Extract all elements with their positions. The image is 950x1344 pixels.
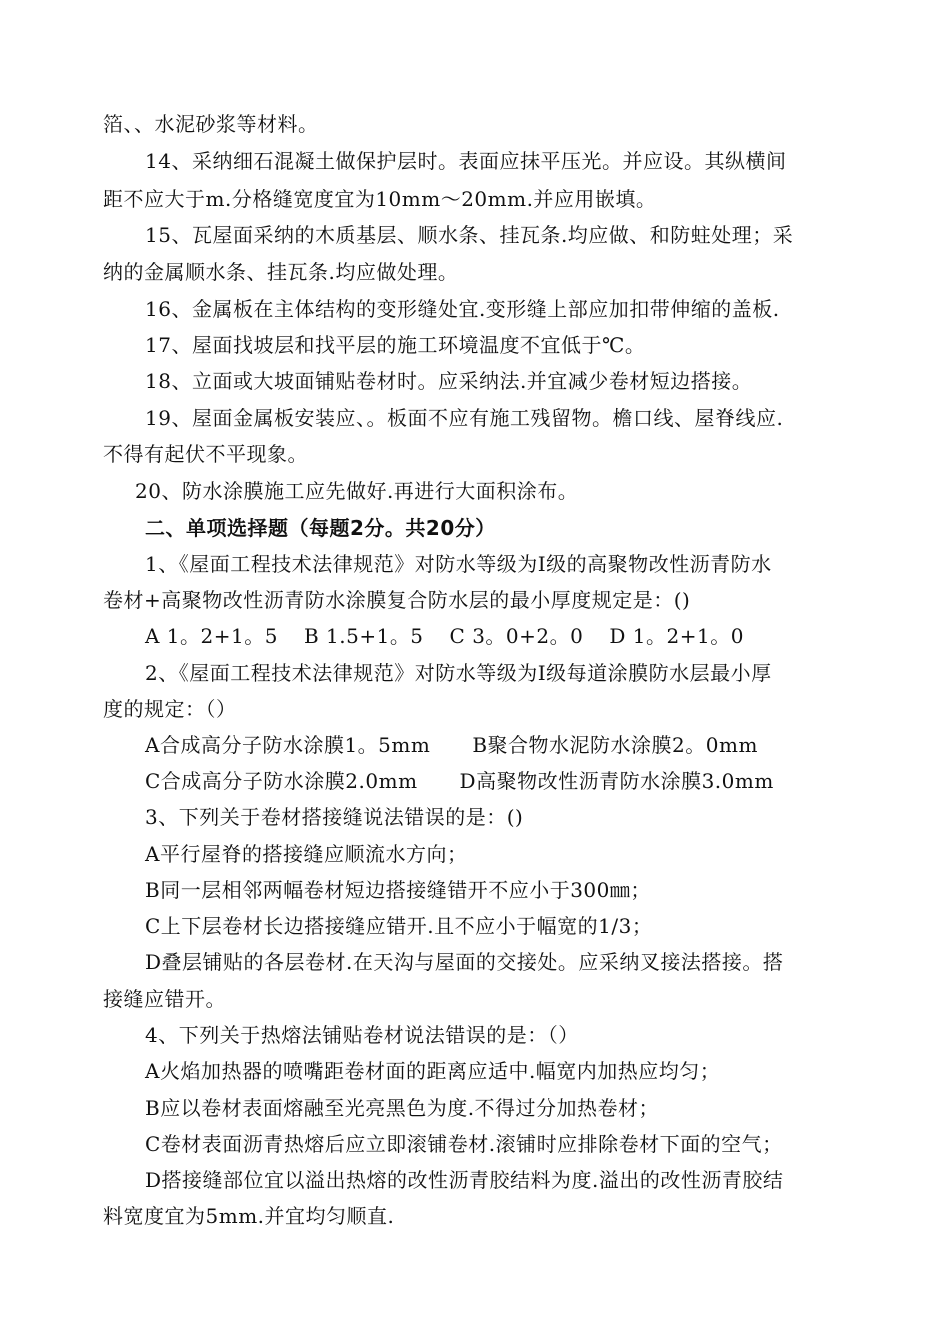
q4-option-c: C卷材表面沥青热熔后应立即滚铺卷材.滚铺时应排除卷材下面的空气；: [145, 1132, 783, 1156]
text-line: 纳的金属顺水条、挂瓦条.均应做处理。: [103, 260, 459, 284]
q2-options-row2: [0, 767, 950, 795]
question-16: 16、金属板在主体结构的变形缝处宜.变形缝上部应加扣带伸缩的盖板.: [145, 297, 780, 321]
q3-option-b: B同一层相邻两幅卷材短边搭接缝错开不应小于300㎜；: [145, 878, 651, 902]
question-14: 14、采纳细石混凝土做保护层时。表面应抹平压光。并应设。其纵横间: [145, 149, 787, 173]
section-heading: 二、单项选择题（每题2分。共20分）: [145, 516, 496, 540]
q1-options: [0, 622, 950, 650]
text-line: 距不应大于m.分格缝宽度宜为10mm～20mm.并应用嵌填。: [103, 187, 657, 211]
question-18: 18、立面或大坡面铺贴卷材时。应采纳法.并宜减少卷材短边搭接。: [145, 369, 753, 393]
q2-option-a: A合成高分子防水涂膜1。5mm: [145, 733, 431, 757]
text-line: 料宽度宜为5mm.并宜均匀顺直.: [103, 1204, 395, 1228]
choice-question-1: 1、《屋面工程技术法律规范》对防水等级为Ⅰ级的高聚物改性沥青防水: [145, 552, 772, 576]
q4-option-a: A火焰加热器的喷嘴距卷材面的距离应适中.幅宽内加热应均匀；: [145, 1059, 721, 1083]
text-line: 度的规定：（）: [103, 697, 237, 721]
q1-option-a: A 1。2+1。5: [145, 624, 278, 648]
q1-option-b: B 1.5+1。5: [303, 624, 424, 648]
text-line: 箔、、水泥砂浆等材料。: [103, 112, 319, 136]
question-20: 20、防水涂膜施工应先做好.再进行大面积涂布。: [135, 479, 579, 503]
q3-option-a: A平行屋脊的搭接缝应顺流水方向；: [145, 842, 468, 866]
text-line: 接缝应错开。: [103, 987, 226, 1011]
q4-option-b: B应以卷材表面熔融至光亮黑色为度.不得过分加热卷材；: [145, 1096, 660, 1120]
q2-options-row1: [0, 731, 950, 759]
choice-question-2: 2、《屋面工程技术法律规范》对防水等级为Ⅰ级每道涂膜防水层最小厚: [145, 661, 772, 685]
text-line: 卷材+高聚物改性沥青防水涂膜复合防水层的最小厚度规定是：(): [103, 588, 691, 612]
q2-option-b: B聚合物水泥防水涂膜2。0mm: [472, 733, 758, 757]
q2-option-c: C合成高分子防水涂膜2.0mm: [145, 769, 418, 793]
question-19: 19、屋面金属板安装应、。板面不应有施工残留物。檐口线、屋脊线应.: [145, 406, 784, 430]
choice-question-4: 4、下列关于热熔法铺贴卷材说法错误的是：（）: [145, 1023, 579, 1047]
question-15: 15、瓦屋面采纳的木质基层、顺水条、挂瓦条.均应做、和防蛀处理；采: [145, 223, 794, 247]
q1-option-c: C 3。0+2。0: [449, 624, 584, 648]
question-17: 17、屋面找坡层和找平层的施工环境温度不宜低于℃。: [145, 333, 646, 357]
q3-option-d: D叠层铺贴的各层卷材.在天沟与屋面的交接处。应采纳叉接法搭接。搭: [145, 950, 784, 974]
q4-option-d: D搭接缝部位宜以溢出热熔的改性沥青胶结料为度.溢出的改性沥青胶结: [145, 1168, 784, 1192]
q2-option-d: D高聚物改性沥青防水涂膜3.0mm: [459, 769, 774, 793]
q1-option-d: D 1。2+1。0: [609, 624, 744, 648]
text-line: 不得有起伏不平现象。: [103, 442, 308, 466]
choice-question-3: 3、下列关于卷材搭接缝说法错误的是：(): [145, 805, 524, 829]
q3-option-c: C上下层卷材长边搭接缝应错开.且不应小于幅宽的1/3；: [145, 914, 653, 938]
